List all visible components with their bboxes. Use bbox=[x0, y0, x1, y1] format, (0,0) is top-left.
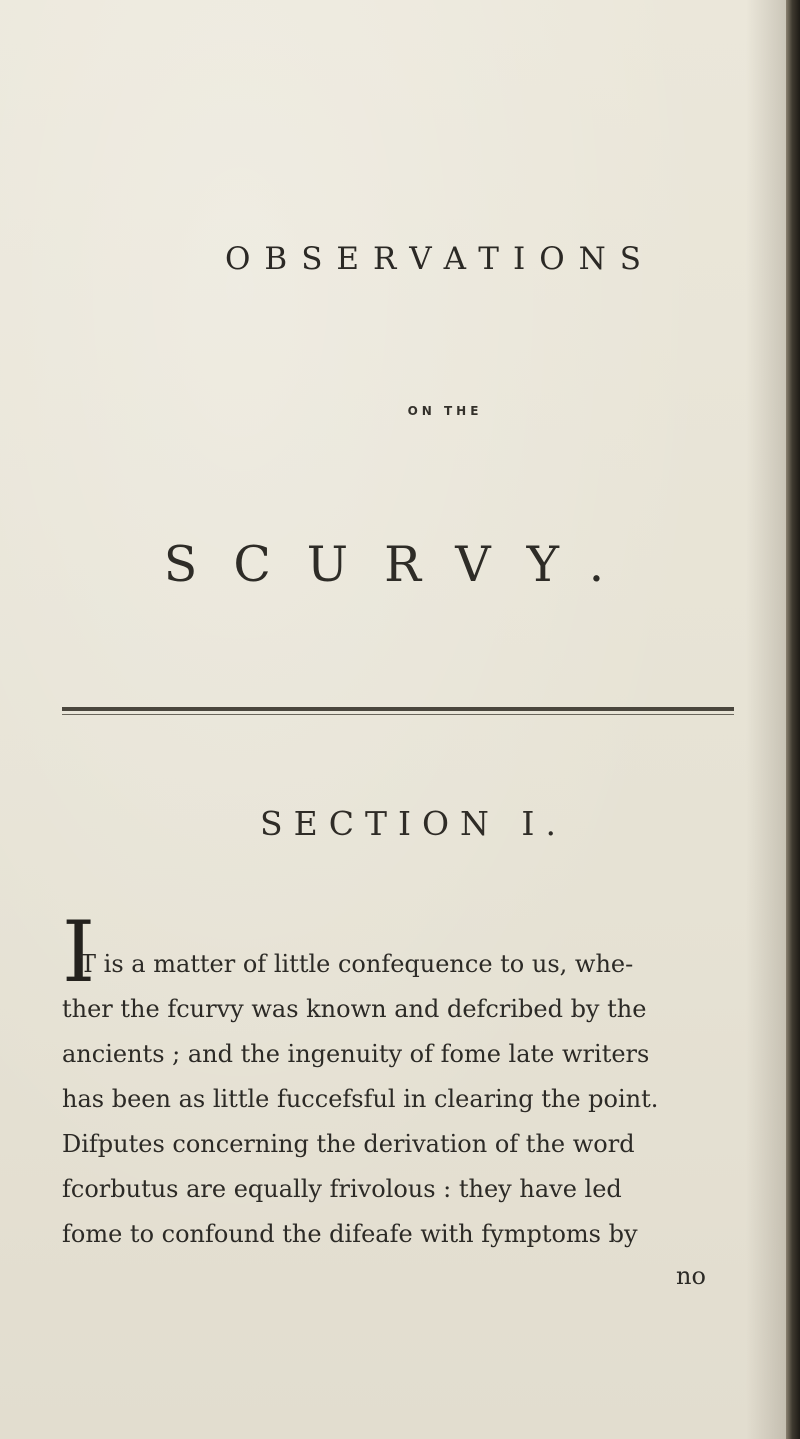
catchword: no bbox=[676, 1262, 706, 1290]
body-paragraph bbox=[62, 942, 742, 1257]
section-heading: SECTION I. bbox=[260, 804, 567, 843]
book-binding-edge bbox=[786, 0, 800, 1439]
double-rule-thick bbox=[62, 707, 734, 711]
text-line: has been as little fuccefsful in clearing the point. bbox=[62, 1085, 659, 1113]
drop-cap: I bbox=[62, 903, 96, 1001]
double-rule-thin bbox=[62, 714, 734, 715]
text-line: ancients ; and the ingenuity of fome late writers bbox=[62, 1040, 650, 1068]
text-line: fcorbutus are equally frivolous : they have led bbox=[62, 1175, 622, 1203]
text-line: T is a matter of little confequence to us, whe- bbox=[80, 950, 634, 978]
text-line: Difputes concerning the derivation of the word bbox=[62, 1130, 635, 1158]
text-line: ther the fcurvy was known and defcribed by the bbox=[62, 995, 647, 1023]
title-on-the: ON THE bbox=[407, 404, 483, 418]
page-gutter-shadow bbox=[746, 0, 786, 1439]
title-observations: OBSERVATIONS bbox=[225, 241, 655, 277]
title-scurvy: SCURVY. bbox=[163, 536, 641, 593]
text-line: fome to confound the difeafe with fymptoms by bbox=[62, 1220, 638, 1248]
